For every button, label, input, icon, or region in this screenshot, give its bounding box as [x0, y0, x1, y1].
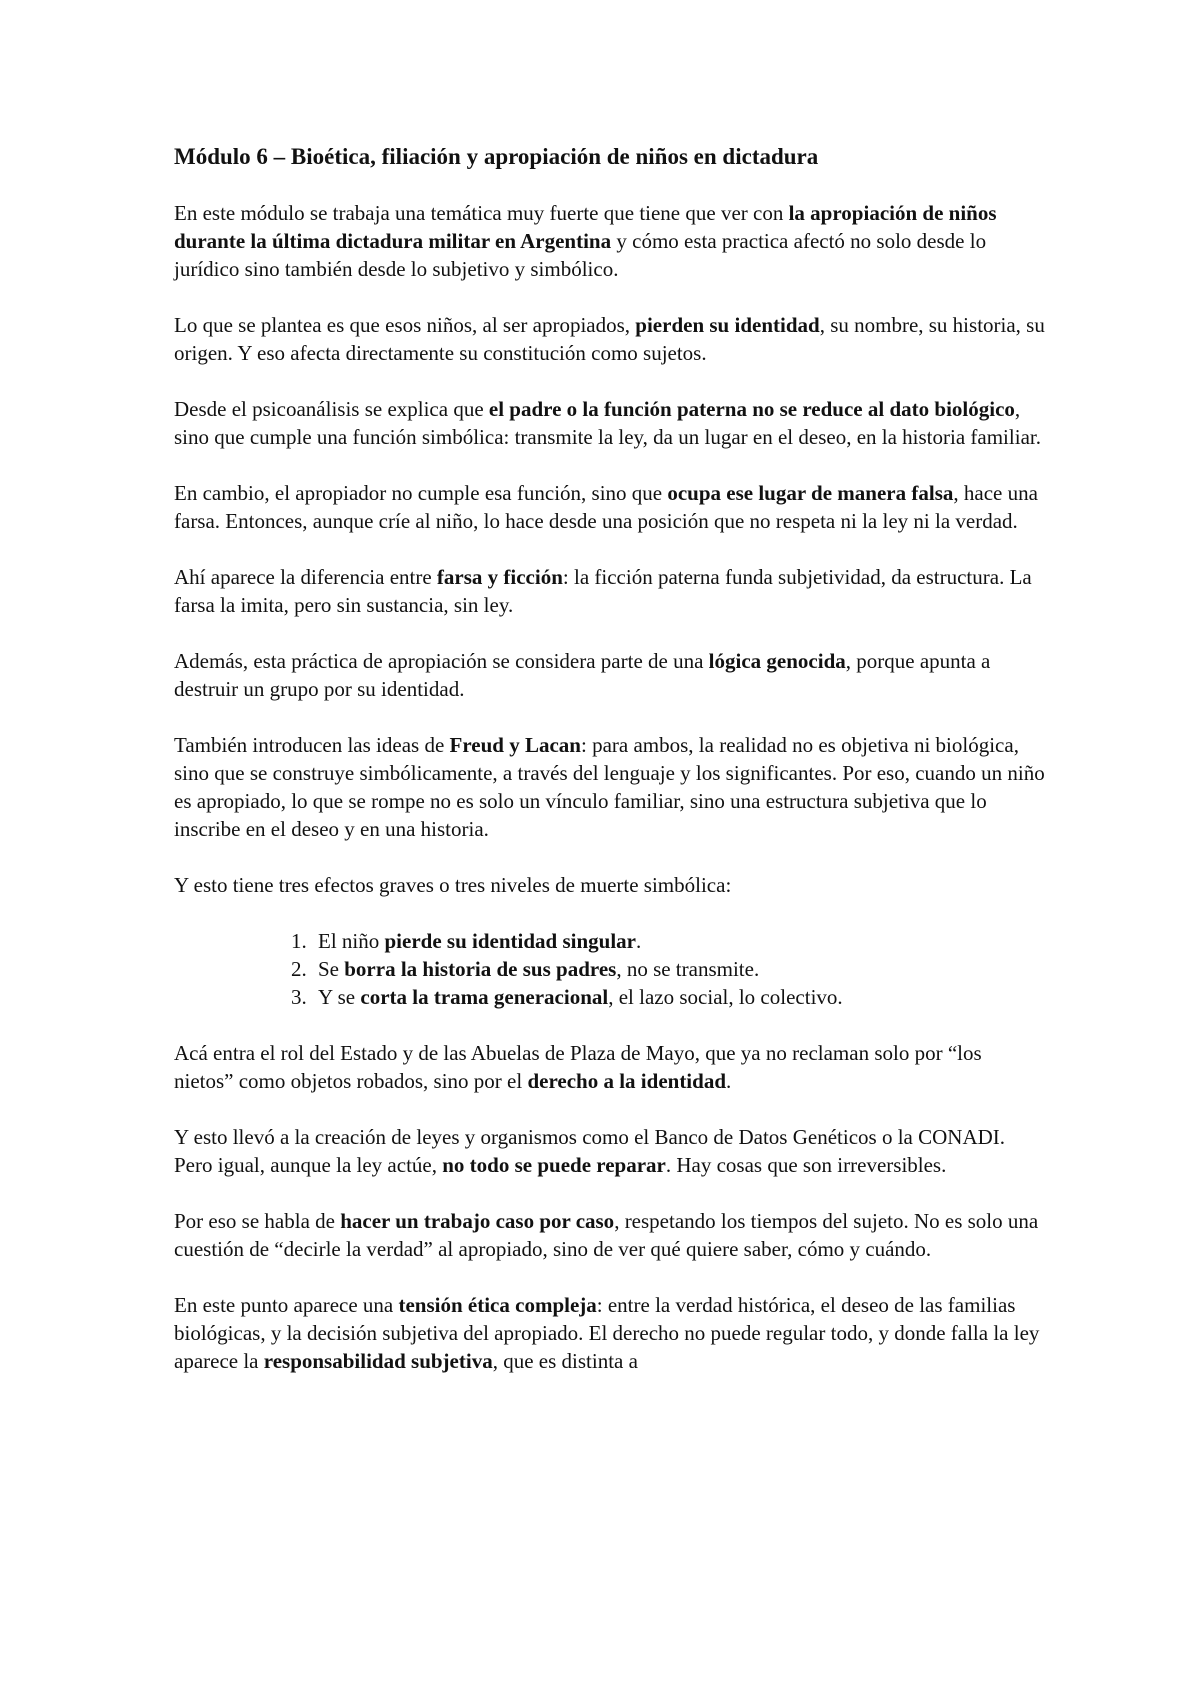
text: , el lazo social, lo colectivo. — [608, 985, 843, 1009]
paragraph-laws — [174, 1123, 1046, 1179]
bold-text: no todo se puede reparar — [442, 1153, 666, 1177]
text: , respetando los tiempos del sujeto. No es solo una cuestión de “decirle la verdad” al apropiado, sino de ver qué quiere saber, cómo y cuándo. — [174, 1209, 1039, 1261]
bold-text: derecho a la identidad — [527, 1069, 726, 1093]
text: Acá entra el rol del Estado y de las Abuelas de Plaza de Mayo, que ya no reclaman solo por “los nietos” como objetos robados, sino por el — [174, 1041, 982, 1093]
text: , hace una farsa. Entonces, aunque críe al niño, lo hace desde una posición que no respeta ni la ley ni la verdad. — [174, 481, 1038, 533]
text: , que es distinta a — [492, 1349, 638, 1373]
text: . Hay cosas que son irreversibles. — [665, 1153, 947, 1177]
text: y cómo esta practica afectó no solo desde lo jurídico sino también desde lo subjetivo y simbólico. — [174, 229, 987, 281]
text: , no se transmite. — [616, 957, 760, 981]
bold-text: corta la trama generacional — [360, 985, 609, 1009]
text: : la ficción paterna funda subjetividad, da estructura. La farsa la imita, pero sin sustancia, sin ley. — [174, 565, 1032, 617]
text: Ahí aparece la diferencia entre — [174, 565, 437, 589]
text: También introducen las ideas de — [174, 733, 450, 757]
text: Y esto llevó a la creación de leyes y organismos como el Banco de Datos Genéticos o la CONADI. Pero igual, aunque la ley actúe, — [174, 1125, 1006, 1177]
paragraph-intro — [174, 199, 1046, 283]
text: Por eso se habla de — [174, 1209, 341, 1233]
text: En este punto aparece una — [174, 1293, 399, 1317]
page-title: Módulo 6 – Bioética, filiación y apropiación de niños en dictadura — [174, 144, 819, 169]
text: El niño — [318, 929, 385, 953]
bold-text: pierde su identidad singular — [384, 929, 636, 953]
paragraph-case-by-case — [174, 1207, 1046, 1263]
text: Desde el psicoanálisis se explica que — [174, 397, 489, 421]
bold-text: borra la historia de sus padres — [344, 957, 617, 981]
paragraph-farce-fiction — [174, 563, 1046, 619]
bold-text: hacer un trabajo caso por caso — [340, 1209, 615, 1233]
bold-text: farsa y ficción — [436, 565, 563, 589]
text: En este módulo se trabaja una temática muy fuerte que tiene que ver con — [174, 201, 789, 225]
bold-text: responsabilidad subjetiva — [263, 1349, 493, 1373]
bold-text: el padre o la función paterna no se reduce al dato biológico — [488, 397, 1015, 421]
text: En cambio, el apropiador no cumple esa función, sino que — [174, 481, 668, 505]
paragraph-appropriator — [174, 479, 1046, 535]
bold-text: la apropiación de niños durante la última dictadura militar en Argentina — [174, 201, 997, 253]
bold-text: lógica genocida — [708, 649, 846, 673]
paragraph-state-abuelas — [174, 1039, 1046, 1095]
paragraph-identity — [174, 311, 1046, 367]
text: Y se — [318, 985, 361, 1009]
paragraph-freud-lacan — [174, 731, 1046, 843]
paragraph-genocide — [174, 647, 1046, 703]
paragraph-effects-intro: Y esto tiene tres efectos graves o tres niveles de muerte simbólica: — [174, 873, 732, 897]
bold-text: Freud y Lacan — [449, 733, 581, 757]
text: : para ambos, la realidad no es objetiva ni biológica, sino que se construye simbólicamente, a través del lenguaje y los significantes. Por eso, cuando un niño es apropiado, lo que se rompe no es solo un vínculo familiar, sino una estructura subjetiva que lo inscribe en el deseo y en una historia. — [174, 733, 1045, 841]
text: : entre la verdad histórica, el deseo de las familias biológicas, y la decisión subjetiva del apropiado. El derecho no puede regular todo, y donde falla la ley aparece la — [174, 1293, 1040, 1373]
text: , porque apunta a destruir un grupo por su identidad. — [174, 649, 991, 701]
text: Además, esta práctica de apropiación se considera parte de una — [174, 649, 709, 673]
bold-text: ocupa ese lugar de manera falsa — [667, 481, 954, 505]
paragraph-ethical-tension — [174, 1291, 1046, 1375]
list-item — [312, 927, 1046, 955]
text: . — [726, 1069, 732, 1093]
text: , su nombre, su historia, su origen. Y eso afecta directamente su constitución como sujetos. — [174, 313, 1045, 365]
text: , sino que cumple una función simbólica: transmite la ley, da un lugar en el deseo, en la historia familiar. — [174, 397, 1041, 449]
text: Lo que se plantea es que esos niños, al ser apropiados, — [174, 313, 636, 337]
effects-list — [174, 927, 1046, 1011]
list-item — [312, 955, 1046, 983]
paragraph-paternal-function — [174, 395, 1046, 451]
bold-text: pierden su identidad — [635, 313, 820, 337]
document-body — [174, 143, 1046, 1403]
bold-text: tensión ética compleja — [398, 1293, 597, 1317]
list-item — [312, 983, 1046, 1011]
text: Se — [318, 957, 345, 981]
text: . — [635, 929, 642, 953]
